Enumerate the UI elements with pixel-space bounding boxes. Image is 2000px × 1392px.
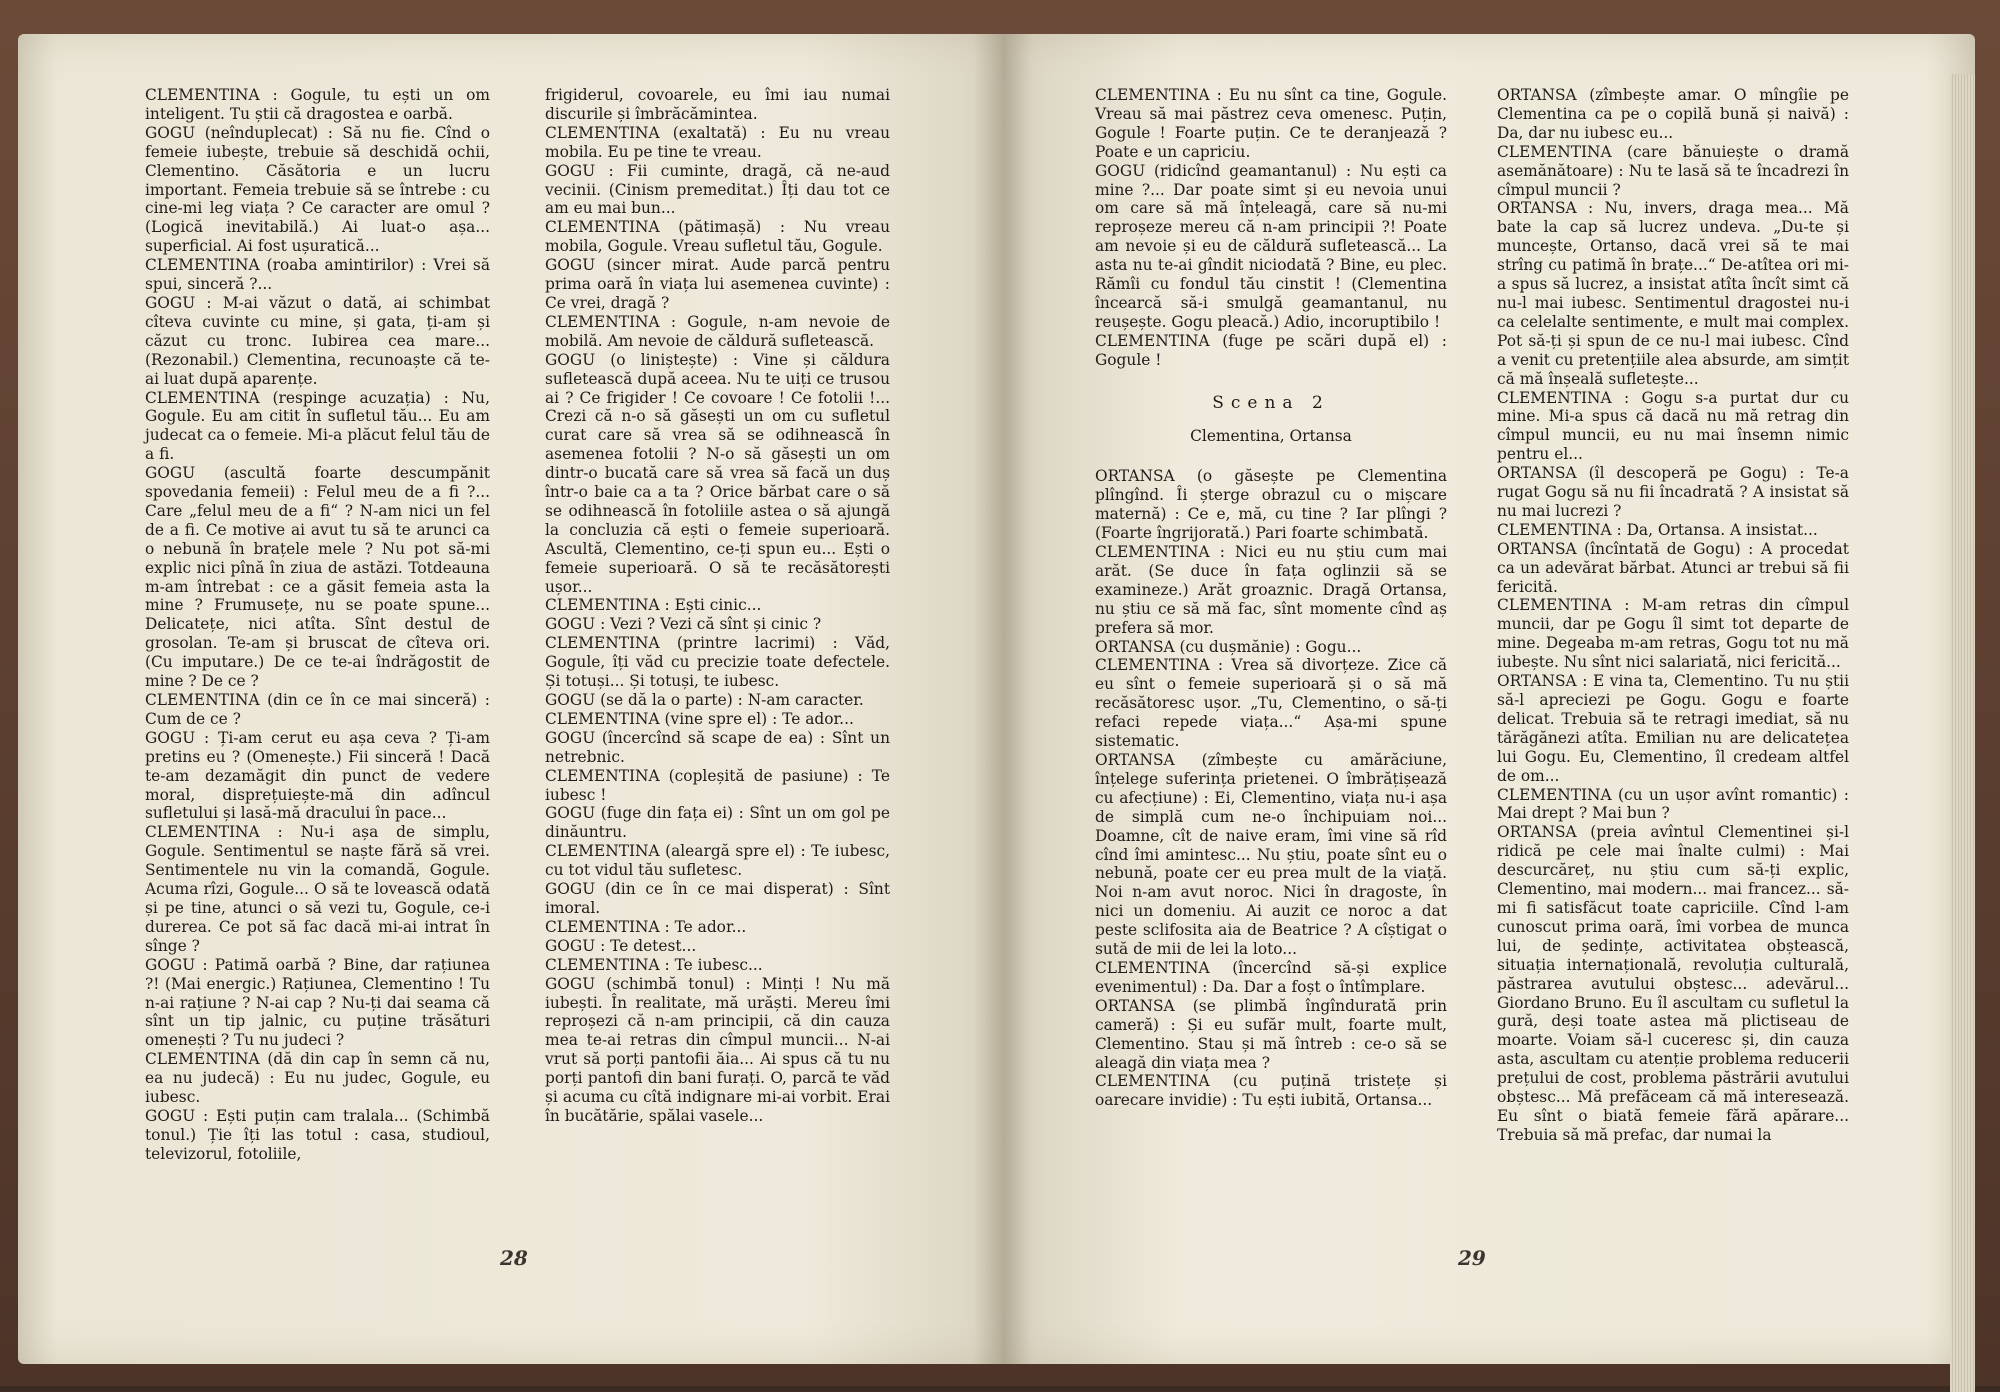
scene-characters: Clementina, Ortansa bbox=[1190, 426, 1352, 445]
dialogue-paragraph: GOGU (se dă la o parte) : N-am caracter. bbox=[545, 691, 864, 709]
dialogue-paragraph: ORTANSA (se plimbă îngîndurată prin cameră) : Și eu sufăr mult, foarte mult, Clementino. Stau și mă întreb : ce-o să se aleagă din viața mea ? bbox=[1095, 996, 1447, 1072]
dialogue-paragraph: GOGU (schimbă tonul) : Minți ! Nu mă iubești. În realitate, mă urăști. Mereu îmi reproșezi că n-am principii, că din cauza mea te-ai retras din cîmpul muncii... N-ai vrut să porți pantofii ăia... Ai spus că tu nu porți pantofi din bani furați. O, parcă te văd și acuma cu cîtă indignare mi-ai vorbit. Erai în bucătărie, spălai vasele... bbox=[545, 974, 890, 1125]
right-page-column-2 bbox=[1497, 86, 1849, 1145]
dialogue-paragraph: CLEMENTINA (încercînd să-și explice evenimentul) : Da. Dar a foșt o întîmplare. bbox=[1095, 958, 1447, 996]
page-number-right: 29 bbox=[1458, 1246, 1486, 1270]
dialogue-paragraph: GOGU : M-ai văzut o dată, ai schimbat cîteva cuvinte cu mine, și gata, ți-am și căzut cu tronc. Iubirea cea mare... (Rezonabil.) Clementina, recunoaște că te-ai luat după aparențe. bbox=[145, 293, 490, 388]
dialogue-paragraph: CLEMENTINA : Vrea să divorțeze. Zice că eu sînt o femeie superioară și o să mă recăsătoresc ușor. „Tu, Clementino, o să-ți refaci repede viața...“ Așa-mi spune sistematic. bbox=[1095, 656, 1447, 751]
dialogue-paragraph: GOGU : Ești puțin cam tralala... (Schimbă tonul.) Ție îți las totul : casa, studioul, televizorul, fotoliile, bbox=[145, 1106, 490, 1163]
dialogue-paragraph: CLEMENTINA : Eu nu sînt ca tine, Gogule. Vreau să mai păstrez ceva omenesc. Puțin, Gogule ! Foarte puțin. Ce te deranjează ? Poate e un capriciu. bbox=[1095, 86, 1447, 161]
dialogue-paragraph: CLEMENTINA : Ești cinic... bbox=[545, 596, 762, 615]
dialogue-paragraph: GOGU (ascultă foarte descumpănit spovedania femeii) : Felul meu de a fi ?... Care „felul meu de a fi“ ? N-am nici un fel de a fi. Ce motive ai avut tu să te arunci ca o nebună în brațele mele ? Nu pot să-mi explic nici pînă în ziua de astăzi. Totdeauna m-am întrebat : ce a găsit femeia asta la mine ? Frumusețe, nu se poate spune... Delicatețe, nici atîta. Sînt destul de grosolan. Te-am și bruscat de cîteva ori. (Cu imputare.) De ce te-ai îndrăgostit de mine ? De ce ? bbox=[145, 464, 490, 691]
dialogue-paragraph: CLEMENTINA (care bănuiește o dramă asemănătoare) : Nu te lasă să te încadrezi în cîmpul muncii ? bbox=[1497, 142, 1849, 199]
dialogue-paragraph: GOGU (din ce în ce mai disperat) : Sînt imoral. bbox=[545, 880, 890, 917]
dialogue-paragraph: CLEMENTINA (cu un ușor avînt romantic) : Mai drept ? Mai bun ? bbox=[1497, 785, 1849, 823]
dialogue-paragraph: CLEMENTINA (pătimașă) : Nu vreau mobila, Gogule. Vreau sufletul tău, Gogule. bbox=[545, 218, 890, 256]
dialogue-paragraph: CLEMENTINA (exaltată) : Eu nu vreau mobila. Eu pe tine te vreau. bbox=[545, 123, 890, 161]
dialogue-paragraph: CLEMENTINA (fuge pe scări după el) : Gogule ! bbox=[1095, 331, 1447, 369]
dialogue-paragraph: CLEMENTINA (cu puțină tristețe și oarecare invidie) : Tu ești iubită, Ortansa... bbox=[1095, 1072, 1447, 1110]
dialogue-paragraph: CLEMENTINA (aleargă spre el) : Te iubesc, cu tot vidul tău sufletesc. bbox=[545, 842, 890, 880]
dialogue-paragraph: CLEMENTINA (vine spre el) : Te ador... bbox=[545, 709, 854, 728]
dialogue-paragraph: CLEMENTINA : Da, Ortansa. A insistat... bbox=[1497, 520, 1818, 539]
dialogue-paragraph: GOGU (fuge din fața ei) : Sînt un om gol pe dinăuntru. bbox=[545, 804, 890, 842]
dialogue-paragraph: CLEMENTINA : Gogule, n-am nevoie de mobilă. Am nevoie de căldură sufletească. bbox=[545, 312, 890, 350]
dialogue-paragraph: CLEMENTINA (printre lacrimi) : Văd, Gogule, îți văd cu precizie toate defectele. Și totuși... Și totuși, te iubesc. bbox=[545, 634, 890, 691]
dialogue-paragraph: frigiderul, covoarele, eu îmi iau numai discurile și îmbrăcămintea. bbox=[545, 86, 890, 123]
dialogue-paragraph: CLEMENTINA : Gogu s-a purtat dur cu mine. Mi-a spus că dacă nu mă retrag din cîmpul muncii, eu nu mai însemn nimic pentru el... bbox=[1497, 388, 1849, 464]
dialogue-paragraph: ORTANSA : Nu, invers, draga mea... Mă bate la cap să lucrez undeva. „Du-te și muncește, Ortanso, dacă vrei să te mai strîng cu patimă în brațe...“ De-atîtea ori mi-a spus să lucrez, a insistat atîta încît simt că nu-l mai iubesc. Sentimentul dragostei nu-i ca celelalte sentimente, e mult mai complex. Pot să-ți și spun de ce nu-l mai iubesc. Cînd a venit cu pretențiile alea absurde, am simțit că mă înșeală sufletește... bbox=[1497, 199, 1849, 388]
dialogue-paragraph: GOGU : Ți-am cerut eu așa ceva ? Ți-am pretins eu ? (Omenește.) Fii sinceră ! Dacă te-am dezamăgit din punct de vedere moral, disprețuiește-mă din adîncul sufletului și lasă-mă dracului în pace... bbox=[145, 728, 490, 823]
dialogue-paragraph: GOGU : Fii cuminte, dragă, că ne-aud vecinii. (Cinism premeditat.) Îți dau tot ce am eu mai bun... bbox=[545, 161, 890, 218]
dialogue-paragraph: GOGU : Patimă oarbă ? Bine, dar rațiunea ?! (Mai energic.) Rațiunea, Clementino ! Tu n-ai rațiune ? N-ai cap ? Nu-ți dai seama că sînt un tip jalnic, cu puține trăsături omenești ? Tu nu judeci ? bbox=[145, 955, 490, 1050]
dialogue-paragraph: GOGU : Te detest... bbox=[545, 936, 697, 955]
scene-title: Scena 2 bbox=[1212, 392, 1330, 413]
dialogue-paragraph: ORTANSA (cu dușmănie) : Gogu... bbox=[1095, 637, 1362, 656]
page-number-left: 28 bbox=[500, 1246, 528, 1270]
dialogue-paragraph: GOGU (o liniștește) : Vine și căldura sufletească după aceea. Nu te uiți ce trusou ai ? Ce frigider ! Ce covoare ! Ce fotolii !... Crezi că n-o să găsești un om cu sufletul curat care să vrea să se odihnească în asemenea fotolii ? N-o să găsești un om dintr-o bucată care să vrea să facă un duș într-o baie ca a ta ? Orice bărbat care o să se odihnească în fotoliile astea o să ajungă la concluzia că ești o femeie superioară. Ascultă, Clementino, ce-ți spun eu... Ești o femeie superioară. O să te recăsătorești ușor... bbox=[545, 350, 890, 596]
dialogue-paragraph: CLEMENTINA : Gogule, tu ești un om inteligent. Tu știi că dragostea e oarbă. bbox=[145, 86, 490, 123]
dialogue-paragraph: CLEMENTINA : Te iubesc... bbox=[545, 955, 763, 974]
dialogue-paragraph: CLEMENTINA : Nici eu nu știu cum mai arăt. (Se duce în fața oglinzii să se examineze.) Arăt groaznic. Dragă Ortansa, nu știu ce să mă fac, sînt momente cînd aș prefera să mor. bbox=[1095, 543, 1447, 637]
right-page-column-1 bbox=[1095, 86, 1447, 1110]
left-page-column-2 bbox=[545, 86, 890, 1126]
dialogue-paragraph: ORTANSA (îl descoperă pe Gogu) : Te-a rugat Gogu să nu fii încadrată ? A insistat să nu mai lucrezi ? bbox=[1497, 464, 1849, 520]
dialogue-paragraph: CLEMENTINA : M-am retras din cîmpul muncii, dar pe Gogu îl simt tot departe de mine. Degeaba m-am retras, Gogu tot nu mă iubește. Nu sînt nici salariată, nici fericită... bbox=[1497, 596, 1849, 672]
dialogue-paragraph: CLEMENTINA (din ce în ce mai sinceră) : Cum de ce ? bbox=[145, 691, 490, 728]
dialogue-paragraph: GOGU (sincer mirat. Aude parcă pentru prima oară în viața lui asemenea cuvinte) : Ce vrei, dragă ? bbox=[545, 256, 890, 312]
right-column-1-bottom-text bbox=[1095, 467, 1447, 1110]
dialogue-paragraph: GOGU (ridicînd geamantanul) : Nu ești ca mine ?... Dar poate simt și eu nevoia unui om care să mă înțeleagă, care să nu-mi reproșeze mereu că n-am principii ?! Poate am nevoie și eu de căldură sufletească... La asta nu te-ai gîndit niciodată ? Bine, eu plec. Rămîi cu fondul tău cinstit ! (Clementina încearcă să-i smulgă geamantanul, nu reușește. Gogu pleacă.) Adio, incoruptibilo ! bbox=[1095, 161, 1447, 331]
dialogue-paragraph: CLEMENTINA (roaba amintirilor) : Vrei să spui, sinceră ?... bbox=[145, 256, 490, 294]
dialogue-paragraph: GOGU (neînduplecat) : Să nu fie. Cînd o femeie iubește, trebuie să deschidă ochii, Clementino. Căsătoria e un lucru important. Femeia trebuie să se întrebe : cu cine-mi leg viața ? Ce caracter are omul ? (Logică inevitabilă.) Ai luat-o așa... superficial. Ai fost ușuratică... bbox=[145, 123, 490, 256]
dialogue-paragraph: GOGU : Vezi ? Vezi că sînt și cinic ? bbox=[545, 615, 822, 634]
dialogue-paragraph: ORTANSA : E vina ta, Clementino. Tu nu știi să-l apreciezi pe Gogu. Gogu e foarte delicat. Trebuia să te retragi imediat, să nu tărăgănezi atîta. Emilian nu are delicatețea lui Gogu. Eu, Clementino, îl credeam altfel de om... bbox=[1497, 672, 1849, 785]
dialogue-paragraph: CLEMENTINA (respinge acuzația) : Nu, Gogule. Eu am citit în sufletul tău... Eu am judecat ca o femeie. Mi-a plăcut felul tău de a fi. bbox=[145, 388, 490, 464]
dialogue-paragraph: ORTANSA (zîmbește cu amărăciune, înțelege suferința prietenei. O îmbrățișează cu afecțiune) : Ei, Clementino, viața nu-i așa de simplă cum ne-o închipuiam noi... Doamne, cît de naive eram, îmi vine să rîd cînd îmi amintesc... Nu știu, poate sînt eu o nebună, poate cer eu prea mult de la viață. Noi n-am avut noroc. Nici în dragoste, în nici un domeniu. Ai auzit ce noroc a dat peste sclifosita aia de Beatrice ? A cîștigat o sută de mii de lei la loto... bbox=[1095, 751, 1447, 959]
dialogue-paragraph: GOGU (încercînd să scape de ea) : Sînt un netrebnic. bbox=[545, 728, 890, 766]
dialogue-paragraph: CLEMENTINA : Te ador... bbox=[545, 917, 747, 936]
dialogue-paragraph: ORTANSA (zîmbește amar. O mîngîie pe Clementina ca pe o copilă bună și naivă) : Da, dar nu iubesc eu... bbox=[1497, 86, 1849, 142]
left-page-column-1 bbox=[145, 86, 490, 1164]
dialogue-paragraph: ORTANSA (încîntată de Gogu) : A procedat ca un adevărat bărbat. Atunci ar trebui să fii fericită. bbox=[1497, 539, 1849, 596]
dialogue-paragraph: CLEMENTINA (dă din cap în semn că nu, ea nu judecă) : Eu nu judec, Gogule, eu iubesc. bbox=[145, 1050, 490, 1107]
page-edge bbox=[1950, 74, 1975, 1392]
dialogue-paragraph: ORTANSA (o găsește pe Clementina plîngînd. Îi șterge obrazul cu o mișcare maternă) : Ce e, mă, cu tine ? Iar plîngi ? (Foarte îngrijorată.) Pari foarte schimbată. bbox=[1095, 467, 1447, 543]
dialogue-paragraph: CLEMENTINA (copleșită de pasiune) : Te iubesc ! bbox=[545, 766, 890, 804]
right-column-1-top-text bbox=[1095, 86, 1447, 370]
dialogue-paragraph: ORTANSA (preia avîntul Clementinei și-l ridică pe cele mai înalte culmi) : Mai descurcăreț, nu știu cum să-ți explic, Clementino, mai modern... mai francez... să-mi fi satisfăcut toate capriciile. Cînd l-am cunoscut prima oară, îmi vorbea de munca lui, de ședințe, activitatea obștească, situația internațională, revoluția culturală, păstrarea avutului obștesc... adevărul... Giordano Bruno. Eu îl ascultam cu sufletul la gură, deși toate astea mă plictiseau de moarte. Voiam să-l cuceresc și, din cauza asta, ascultam cu atenție problema reducerii prețului de cost, problema păstrării avutului obștesc... Mă prefăceam că mă interesează. Eu sînt o biată femeie fără apărare... Trebuia să mă prefac, dar numai la bbox=[1497, 823, 1849, 1144]
dialogue-paragraph: CLEMENTINA : Nu-i așa de simplu, Gogule. Sentimentul se naște fără să vrei. Sentimentele nu vin la comandă, Gogule. Acuma rîzi, Gogule... O să te lovească odată și pe tine, atunci o să vezi tu, Gogule, ce-i durerea. Ce pot să fac dacă mi-ai intrat în sînge ? bbox=[145, 823, 490, 955]
